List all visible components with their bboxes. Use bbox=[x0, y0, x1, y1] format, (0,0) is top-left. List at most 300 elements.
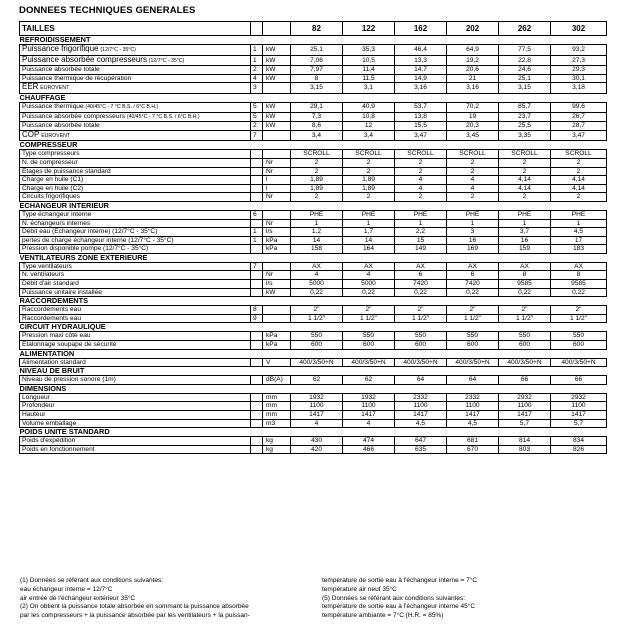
value-cell: 93,2 bbox=[551, 45, 607, 56]
value-cell: 0,22 bbox=[395, 288, 447, 297]
value-cell: 66 bbox=[499, 376, 551, 385]
value-cell: 2 bbox=[343, 158, 395, 167]
table-row bbox=[20, 236, 607, 245]
value-cell: 24,6 bbox=[499, 66, 551, 75]
value-cell: 1417 bbox=[395, 411, 447, 420]
value-cell: 1 bbox=[551, 219, 607, 228]
row-label-condition: EUROVENT bbox=[40, 85, 70, 92]
value-cell: 2 bbox=[499, 193, 551, 202]
value-cell: 2 bbox=[447, 193, 499, 202]
model-header: 82 bbox=[291, 22, 343, 36]
value-cell: 4 bbox=[447, 176, 499, 185]
value-cell: 16 bbox=[499, 236, 551, 245]
table-row bbox=[20, 176, 607, 185]
row-note bbox=[251, 219, 263, 228]
table-row bbox=[20, 306, 607, 315]
model-header: 262 bbox=[499, 22, 551, 36]
row-label-cell bbox=[20, 66, 251, 75]
row-label-condition: EUROVENT bbox=[41, 132, 71, 139]
value-cell: 40,9 bbox=[343, 102, 395, 112]
value-cell: 5,7 bbox=[499, 419, 551, 428]
table-row bbox=[20, 74, 607, 83]
value-cell: 2" bbox=[499, 306, 551, 315]
value-cell: 3,4 bbox=[343, 130, 395, 141]
row-note: 2 bbox=[251, 66, 263, 75]
row-label: Raccordements eau bbox=[22, 314, 82, 322]
table-row bbox=[20, 437, 607, 446]
row-label: Puissance thermique de récupération bbox=[22, 74, 132, 82]
value-cell: 1 1/2" bbox=[499, 314, 551, 323]
row-note bbox=[251, 193, 263, 202]
value-cell: 3,45 bbox=[447, 130, 499, 141]
table-row bbox=[20, 112, 607, 122]
row-note bbox=[251, 358, 263, 367]
value-cell: 5,7 bbox=[551, 419, 607, 428]
row-label-cell bbox=[20, 210, 251, 219]
section-title: REFROIDISSEMENT bbox=[19, 35, 91, 44]
value-cell: 30,1 bbox=[551, 74, 607, 83]
row-label: Hauteur bbox=[22, 411, 46, 418]
value-cell: 1417 bbox=[343, 411, 395, 420]
row-label-cell bbox=[20, 122, 251, 131]
value-cell: 99,6 bbox=[551, 102, 607, 112]
value-cell: AX bbox=[291, 262, 343, 271]
row-label: Volume emballage bbox=[22, 419, 77, 427]
value-cell: 1 bbox=[291, 219, 343, 228]
footnotes-left bbox=[20, 577, 250, 621]
value-cell: 158 bbox=[291, 245, 343, 254]
value-cell: 1 bbox=[499, 219, 551, 228]
value-cell: 64,9 bbox=[447, 45, 499, 56]
value-cell: 2 bbox=[395, 158, 447, 167]
row-label: Etages de puissance standard bbox=[22, 167, 111, 175]
row-label: COP bbox=[22, 130, 40, 139]
row-label-cell bbox=[20, 419, 251, 428]
value-cell: 8,6 bbox=[291, 122, 343, 131]
row-label-condition: (40/45°C - 7 °C B.S. / 6°C B.H.) bbox=[85, 103, 159, 110]
value-cell: 169 bbox=[447, 245, 499, 254]
row-unit: kW bbox=[263, 74, 291, 83]
model-header: 162 bbox=[395, 22, 447, 36]
row-unit: Nr bbox=[263, 193, 291, 202]
row-label-cell bbox=[20, 358, 251, 367]
value-cell: 600 bbox=[395, 341, 447, 350]
value-cell: PHE bbox=[499, 210, 551, 219]
header-unit-cell bbox=[263, 22, 291, 36]
section-row bbox=[20, 141, 607, 150]
value-cell: 1 bbox=[447, 219, 499, 228]
row-note bbox=[251, 280, 263, 289]
value-cell: 1100 bbox=[447, 402, 499, 411]
footnote-line: eau échangeur interne = 12/7°C bbox=[20, 585, 113, 593]
row-note: 1 bbox=[251, 45, 263, 56]
value-cell: 600 bbox=[551, 341, 607, 350]
table-row bbox=[20, 184, 607, 193]
row-note: 1 bbox=[251, 228, 263, 237]
table-row bbox=[20, 445, 607, 454]
footnote-line: (1) Données se référant aux conditions suivantes: bbox=[20, 577, 164, 584]
table-row bbox=[20, 228, 607, 237]
row-unit bbox=[263, 210, 291, 219]
footnote-line: température de sortie eau à l'échangeur interne = 7°C bbox=[322, 577, 478, 584]
value-cell: AX bbox=[447, 262, 499, 271]
row-unit: l/s bbox=[263, 228, 291, 237]
value-cell: 64 bbox=[447, 376, 499, 385]
footnote-line: par les compresseurs + la puissance absorbée par les ventilateurs + la puissan- bbox=[20, 612, 250, 620]
row-unit: kW bbox=[263, 112, 291, 122]
value-cell: 4 bbox=[291, 271, 343, 280]
model-header: 202 bbox=[447, 22, 499, 36]
value-cell: 8 bbox=[551, 271, 607, 280]
row-label-cell bbox=[20, 130, 251, 141]
row-unit: kPa bbox=[263, 341, 291, 350]
row-label: N. échangeurs internes bbox=[22, 219, 91, 227]
value-cell: 19,2 bbox=[447, 55, 499, 66]
footnote-line: (5) Données se référant aux conditions suivantes: bbox=[322, 594, 466, 602]
value-cell: PHE bbox=[291, 210, 343, 219]
value-cell: 2932 bbox=[551, 393, 607, 402]
row-unit: kW bbox=[263, 55, 291, 66]
row-note: 2 bbox=[251, 122, 263, 131]
value-cell: 20,6 bbox=[447, 66, 499, 75]
value-cell: 13,3 bbox=[395, 55, 447, 66]
row-note bbox=[251, 288, 263, 297]
value-cell: 9585 bbox=[551, 280, 607, 289]
row-label: Puissance absorbée compresseurs bbox=[22, 112, 125, 120]
table-row bbox=[20, 262, 607, 271]
row-unit: kW bbox=[263, 122, 291, 131]
value-cell: 3,16 bbox=[395, 83, 447, 94]
value-cell: 62 bbox=[291, 376, 343, 385]
row-label: Type ventilateurs bbox=[22, 262, 72, 270]
value-cell: 2932 bbox=[499, 393, 551, 402]
value-cell: 3 bbox=[447, 228, 499, 237]
value-cell: 66 bbox=[551, 376, 607, 385]
value-cell: 1100 bbox=[343, 402, 395, 411]
value-cell: 2,2 bbox=[395, 228, 447, 237]
value-cell: 1100 bbox=[551, 402, 607, 411]
table-row bbox=[20, 130, 607, 141]
row-note: 5 bbox=[251, 102, 263, 112]
row-unit: mm bbox=[263, 411, 291, 420]
row-note bbox=[251, 245, 263, 254]
value-cell: 2" bbox=[291, 306, 343, 315]
footnote-line: air entrée de l'échangeur extérieur 35°C bbox=[20, 594, 136, 602]
row-label-cell bbox=[20, 376, 251, 385]
value-cell: 2332 bbox=[395, 393, 447, 402]
row-unit: kW bbox=[263, 288, 291, 297]
value-cell: 14,9 bbox=[395, 74, 447, 83]
value-cell: 1417 bbox=[291, 411, 343, 420]
value-cell: 5000 bbox=[343, 280, 395, 289]
footnote-line: température air neuf 35°C bbox=[322, 585, 397, 593]
row-note bbox=[251, 150, 263, 159]
row-note bbox=[251, 332, 263, 341]
value-cell: 149 bbox=[395, 245, 447, 254]
value-cell: 46,4 bbox=[395, 45, 447, 56]
value-cell: 2" bbox=[551, 306, 607, 315]
model-header: 302 bbox=[551, 22, 607, 36]
row-label-cell bbox=[20, 332, 251, 341]
value-cell: SCROLL bbox=[291, 150, 343, 159]
row-label-cell bbox=[20, 150, 251, 159]
value-cell: 0,22 bbox=[499, 288, 551, 297]
row-unit: V bbox=[263, 358, 291, 367]
value-cell: 3,16 bbox=[447, 83, 499, 94]
value-cell: 1100 bbox=[395, 402, 447, 411]
row-label: Débit d'air standard bbox=[22, 280, 79, 288]
value-cell: 0,22 bbox=[447, 288, 499, 297]
row-note bbox=[251, 184, 263, 193]
table-row bbox=[20, 280, 607, 289]
table-row bbox=[20, 150, 607, 159]
value-cell: SCROLL bbox=[447, 150, 499, 159]
value-cell: 29,3 bbox=[551, 66, 607, 75]
section-row bbox=[20, 384, 607, 393]
row-label-cell bbox=[20, 219, 251, 228]
value-cell: 550 bbox=[395, 332, 447, 341]
value-cell: 17 bbox=[551, 236, 607, 245]
row-note bbox=[251, 341, 263, 350]
value-cell: 420 bbox=[291, 445, 343, 454]
value-cell: 26,7 bbox=[551, 112, 607, 122]
value-cell: 400/3/50+N bbox=[343, 358, 395, 367]
row-unit: Nr bbox=[263, 167, 291, 176]
value-cell: 3,15 bbox=[499, 83, 551, 94]
row-unit: l bbox=[263, 184, 291, 193]
row-unit bbox=[263, 306, 291, 315]
table-row bbox=[20, 402, 607, 411]
value-cell: 400/3/50+N bbox=[551, 358, 607, 367]
value-cell: 9585 bbox=[499, 280, 551, 289]
value-cell: 77,5 bbox=[499, 45, 551, 56]
row-label: Charge en huile (C2) bbox=[22, 184, 84, 192]
row-unit bbox=[263, 130, 291, 141]
value-cell: 1,89 bbox=[291, 176, 343, 185]
table-row bbox=[20, 393, 607, 402]
value-cell: 1 1/2" bbox=[551, 314, 607, 323]
row-label-condition: (40/45°C - 7 °C B.S. / 6°C B.H.) bbox=[126, 113, 200, 120]
row-note bbox=[251, 376, 263, 385]
value-cell: 2 bbox=[395, 193, 447, 202]
value-cell: 4,5 bbox=[395, 419, 447, 428]
row-unit: Nr bbox=[263, 271, 291, 280]
table-row bbox=[20, 122, 607, 131]
value-cell: 600 bbox=[447, 341, 499, 350]
row-label: Puissance thermique bbox=[22, 102, 84, 110]
value-cell: PHE bbox=[343, 210, 395, 219]
table-row bbox=[20, 45, 607, 56]
value-cell: 400/3/50+N bbox=[499, 358, 551, 367]
row-note bbox=[251, 393, 263, 402]
value-cell: 803 bbox=[499, 445, 551, 454]
row-unit: l bbox=[263, 176, 291, 185]
table-row bbox=[20, 55, 607, 66]
value-cell: 23,7 bbox=[499, 112, 551, 122]
value-cell: 600 bbox=[343, 341, 395, 350]
row-note: 8 bbox=[251, 306, 263, 315]
row-unit: kW bbox=[263, 102, 291, 112]
table-row bbox=[20, 167, 607, 176]
value-cell: 25,5 bbox=[499, 122, 551, 131]
value-cell: 1,89 bbox=[343, 176, 395, 185]
row-unit: kPa bbox=[263, 332, 291, 341]
row-label-cell bbox=[20, 158, 251, 167]
value-cell: 4,5 bbox=[551, 228, 607, 237]
row-label: Puissance absorbée totale bbox=[22, 122, 100, 130]
value-cell: 2 bbox=[447, 167, 499, 176]
value-cell: 1 bbox=[395, 219, 447, 228]
value-cell: 4 bbox=[343, 419, 395, 428]
value-cell: PHE bbox=[447, 210, 499, 219]
value-cell: 14 bbox=[291, 236, 343, 245]
value-cell: 3,47 bbox=[551, 130, 607, 141]
value-cell: SCROLL bbox=[343, 150, 395, 159]
value-cell: 1,2 bbox=[291, 228, 343, 237]
value-cell: PHE bbox=[395, 210, 447, 219]
value-cell: 7420 bbox=[447, 280, 499, 289]
value-cell: 550 bbox=[499, 332, 551, 341]
section-title: DIMENSIONS bbox=[19, 384, 67, 393]
value-cell: 15 bbox=[395, 236, 447, 245]
row-unit: kPa bbox=[263, 236, 291, 245]
value-cell: 2 bbox=[447, 158, 499, 167]
row-note: 6 bbox=[251, 210, 263, 219]
row-unit: mm bbox=[263, 393, 291, 402]
row-note bbox=[251, 411, 263, 420]
section-row bbox=[20, 36, 607, 45]
row-label-cell bbox=[20, 167, 251, 176]
value-cell: 2 bbox=[291, 158, 343, 167]
footnote-line: (2) On obtient la puissance totale absorbée en sommant la puissance absorbée bbox=[20, 603, 249, 611]
value-cell: 834 bbox=[551, 437, 607, 446]
value-cell: 4 bbox=[447, 184, 499, 193]
row-label: Poids en fonctionnement bbox=[22, 445, 95, 453]
row-label-cell bbox=[20, 83, 251, 94]
section-row bbox=[20, 297, 607, 306]
row-label-cell bbox=[20, 228, 251, 237]
row-label-cell bbox=[20, 271, 251, 280]
row-unit bbox=[263, 83, 291, 94]
row-unit: kg bbox=[263, 445, 291, 454]
table-row bbox=[20, 411, 607, 420]
row-label-cell bbox=[20, 341, 251, 350]
value-cell: 400/3/50+N bbox=[447, 358, 499, 367]
row-label-condition: (12/7°C - 35°C) bbox=[100, 47, 136, 53]
row-label: Alimentation standard bbox=[22, 358, 86, 366]
row-label: Raccordements eau bbox=[22, 306, 82, 314]
value-cell: 15,5 bbox=[395, 122, 447, 131]
row-unit: kPa bbox=[263, 245, 291, 254]
value-cell: AX bbox=[395, 262, 447, 271]
row-unit: Nr bbox=[263, 219, 291, 228]
value-cell: 25,1 bbox=[499, 74, 551, 83]
value-cell: 1100 bbox=[499, 402, 551, 411]
value-cell: 550 bbox=[291, 332, 343, 341]
value-cell: SCROLL bbox=[551, 150, 607, 159]
value-cell: 6 bbox=[395, 271, 447, 280]
row-label-cell bbox=[20, 245, 251, 254]
value-cell: 13,8 bbox=[395, 112, 447, 122]
row-label: Puissance frigorifique bbox=[22, 44, 99, 53]
row-note bbox=[251, 437, 263, 446]
row-label: N. de compresseur bbox=[22, 158, 78, 166]
row-label-cell bbox=[20, 280, 251, 289]
value-cell: 4,14 bbox=[499, 184, 551, 193]
footnote-line: température de sortie eau à l'échangeur interne 45°C bbox=[322, 603, 476, 611]
row-label: N. ventilateurs bbox=[22, 271, 65, 279]
value-cell: 2" bbox=[447, 306, 499, 315]
value-cell: 8 bbox=[499, 271, 551, 280]
value-cell: 7420 bbox=[395, 280, 447, 289]
value-cell: AX bbox=[551, 262, 607, 271]
row-unit: dB(A) bbox=[263, 376, 291, 385]
value-cell: 6 bbox=[447, 271, 499, 280]
value-cell: 22,8 bbox=[499, 55, 551, 66]
row-unit: mm bbox=[263, 402, 291, 411]
header-note-cell bbox=[251, 22, 263, 36]
row-label-cell bbox=[20, 306, 251, 315]
value-cell: 11,5 bbox=[343, 74, 395, 83]
value-cell: 1417 bbox=[551, 411, 607, 420]
value-cell: 1100 bbox=[291, 402, 343, 411]
row-label: Type compresseurs bbox=[22, 150, 80, 158]
row-unit bbox=[263, 150, 291, 159]
value-cell: 826 bbox=[551, 445, 607, 454]
value-cell: 1 bbox=[343, 219, 395, 228]
row-note bbox=[251, 167, 263, 176]
value-cell: 7,06 bbox=[291, 55, 343, 66]
value-cell: 4 bbox=[395, 176, 447, 185]
value-cell: 2332 bbox=[447, 393, 499, 402]
value-cell: 3,15 bbox=[291, 83, 343, 94]
value-cell: 3,1 bbox=[343, 83, 395, 94]
value-cell: 1932 bbox=[343, 393, 395, 402]
row-note bbox=[251, 402, 263, 411]
value-cell: 400/3/50+N bbox=[291, 358, 343, 367]
value-cell: 3,4 bbox=[291, 130, 343, 141]
row-label-cell bbox=[20, 437, 251, 446]
table-row bbox=[20, 341, 607, 350]
table-row bbox=[20, 332, 607, 341]
value-cell: 1417 bbox=[447, 411, 499, 420]
row-label-cell bbox=[20, 288, 251, 297]
table-row bbox=[20, 158, 607, 167]
value-cell: 474 bbox=[343, 437, 395, 446]
value-cell: 600 bbox=[499, 341, 551, 350]
value-cell: 2 bbox=[499, 158, 551, 167]
value-cell: 1,89 bbox=[291, 184, 343, 193]
row-note: 1 bbox=[251, 55, 263, 66]
value-cell: 19 bbox=[447, 112, 499, 122]
table-header-row bbox=[20, 22, 607, 36]
row-label: Puissance unitaire installée bbox=[22, 288, 102, 296]
section-title: POIDS UNITE STANDARD bbox=[19, 427, 110, 437]
row-label-cell bbox=[20, 393, 251, 402]
row-label-cell bbox=[20, 193, 251, 202]
row-unit: kg bbox=[263, 437, 291, 446]
value-cell: 3,35 bbox=[499, 130, 551, 141]
section-row bbox=[20, 367, 607, 376]
value-cell: 1,89 bbox=[343, 184, 395, 193]
value-cell: 28,7 bbox=[551, 122, 607, 131]
value-cell: 814 bbox=[499, 437, 551, 446]
value-cell: 1417 bbox=[499, 411, 551, 420]
section-title: RACCORDEMENTS bbox=[19, 296, 89, 306]
row-unit: m3 bbox=[263, 419, 291, 428]
value-cell: 14 bbox=[343, 236, 395, 245]
table-row bbox=[20, 245, 607, 254]
